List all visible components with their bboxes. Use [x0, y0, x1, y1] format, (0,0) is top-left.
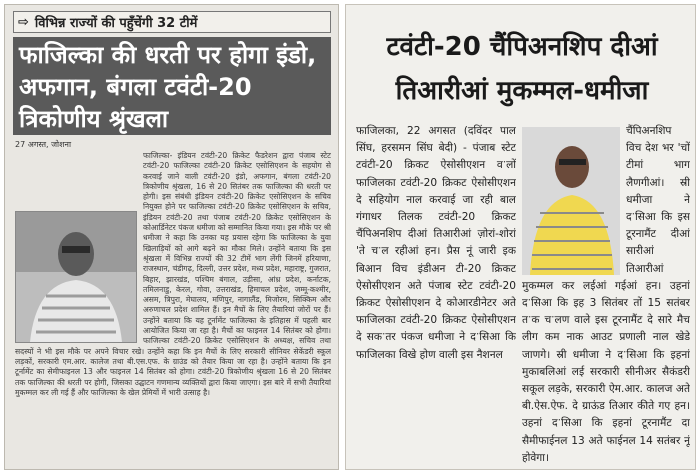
kicker-banner: [13, 11, 331, 33]
punjabi-column-2-text: चैंपिअनशिप विच देश भर 'चों टीमां भाग लैणगीआं। स्री धमीजा ने दॱसिआ कि इस टूरनामैंट दीआं सारीआं तिआरीआं मुकम्मल कर लईआं गईआं हन। उहनां दॱसिआ कि इह 3 सितंबर तों 15 सतंबर तॱक चॱलण वाले इस टूरनामैंट दे सारे मैच लीग कम नाक आउट प्रणाली नाल खेडे जाणगे। स्री धमीजा ने दॱसिआ कि इहनां मुकाबलिआं लई सरकारी सीनीअर सैकंडरी सकूल लड़के, सरकारी ऐम.आर. कालज अते बी.ऐस.ऐफ. दे ग्राऊंड तिआर कीते गए हन। उहनां दॱसिआ कि इहनां टूरनामैंट दा सैमीफाईनल 13 अते फाईनल 14 सतंबर नूं होवेगा।: [522, 125, 690, 464]
hindi-news-clipping: [4, 4, 339, 470]
man-portrait-icon: [16, 212, 136, 342]
punjabi-news-clipping: [345, 4, 696, 470]
punjabi-column-1: फाजिलका, 22 अगसत (दविंदर पाल सिंघ, हरसमन सिंघ बेदी) - पंजाब स्टेट टवंटी-20 क्रिकट ऐसोसीएशन वॱलों फाजिलका टवंटी-20 क्रिकट ऐसोसीएशन दे सहियोग नाल करवाई जा रही बाल गंगाधर तिलक टवंटी-20 क्रिकट चैंपिअनशिप दीआं तिआरीआं ज़ोरां-शोरां 'ते चॱल रहीआं हन। प्रैस नूं जारी इक बिआन विच इंडीअन टी-20 क्रिकट ऐसोसीएशन अते पंजाब स्टेट टवंटी-20 क्रिकट ऐसोसीएशन दे कोआरडीनेटर अते फाजिलका टवंटी-20 क्रिकट ऐसोसीएशन दे सकॱतर पंकज धमीजा ने दॱसिआ कि फाजिलका विखे होण वाली इस नैशनल: [356, 125, 516, 361]
punjabi-headline-line2: तिआरीआं मुकम्मल-धमीजा: [395, 76, 649, 106]
hindi-headline: फाजिल्का की धरती पर होगा इंडो, अफगान, बंगला टवंटी-20 त्रिकोणीय श्रृंखला: [13, 37, 331, 135]
man-portrait-icon: [522, 127, 620, 275]
portrait-photo: [15, 211, 137, 343]
punjabi-headline: [352, 25, 692, 113]
kicker-text: विभिन्न राज्यों की पहुँचेंगी 32 टीमें: [34, 16, 198, 31]
punjabi-headline-line1: टवंटी-20 चैंपिअनशिप दीआं: [386, 32, 658, 62]
arrow-icon: ⇨: [18, 14, 29, 30]
hindi-article-body: [15, 151, 331, 466]
hindi-byline: 27 अगस्त, जोशना: [15, 140, 72, 149]
portrait-photo-2: [522, 127, 620, 275]
punjabi-column-2: [522, 123, 690, 465]
hindi-body-text: फाजिल्का- इंडियन टवंटी-20 क्रिकेट फैडरेशन द्वारा पंजाब स्टेट टवंटी-20 फाजिल्का टवंटी-20 क्रिकेट एसोसिएशन के सहयोग से करवाई जाने वाली टवंटी-20 इंडो, अफगान, बंगला टवंटी-20 त्रिकोणीय श्रृंखला, 16 से 20 सितंबर तक फाजिल्का की धरती पर होगी। इस संबंधी इंडियन टवंटी-20 क्रिकेट एसोसिएशन के सचिव नियुक्त होने पर फाजिल्का टवंटी-20 क्रिकेट एसोसिएशन के सचिव, इंडियन टवंटी-20 तथा पंजाब टवंटी-20 क्रिकेट एसोसिएशन के कोआर्डिनेटर पंकज धमीजा को सम्मानित किया गया। इस मौके पर श्री धमीजा ने कहा कि उनका यह प्रयास रहेगा कि फाजिल्का के युवा खिलाड़ियों को आगे बढ़ने का मौका मिले। उन्होंने बताया कि इस श्रृंखला में विभिन्न राज्यों की 32 टीमें भाग लेंगी जिनमें हरियाणा, राजस्थान, चंडीगढ़, दिल्ली, उत्तर प्रदेश, मध्य प्रदेश, महाराष्ट्र, गुजरात, बिहार, झारखंड, पश्चिम बंगाल, उड़ीसा, आंध्र प्रदेश, कर्नाटक, तमिलनाडु, केरल, गोवा, उत्तराखंड, हिमाचल प्रदेश, जम्मू-कश्मीर, असम, त्रिपुरा, मेघालय, मणिपुर, नागालैंड, मिजोरम, सिक्किम और अरुणाचल प्रदेश शामिल हैं। इन मैचों के लिए तैयारियां जोरों पर हैं। उन्होंने बताया कि यह टूर्नामेंट फाजिल्का के इतिहास में पहली बार आयोजित किया जा रहा है। मैचों का फाइनल 14 सितंबर को होगा। फाजिल्का टवंटी-20 क्रिकेट एसोसिएशन के अध्यक्ष, सचिव तथा सदस्यों ने भी इस मौके पर अपने विचार रखे। उन्होंने कहा कि इन मैचों के लिए सरकारी सीनियर सेकेंडरी स्कूल लड़कों, सरकारी एम.आर. कालेज तथा बी.एस.एफ. के ग्राउंड को तैयार किया जा रहा है। उन्होंने बताया कि इन टूर्नामेंट का सेमीफाइनल 13 और फाइनल 14 सितंबर को होगा। टवंटी-20 त्रिकोणीय श्रृंखला 16 से 20 सितंबर तक फाजिल्का की धरती पर होगी, जिसका उद्घाटन गणमान्य व्यक्तियों द्वारा किया जाएगा। इस बारे में सभी तैयारियां मुकम्मल कर ली गई हैं और फाजिल्का के खेल प्रेमियों में भारी उत्साह है।: [15, 151, 331, 397]
